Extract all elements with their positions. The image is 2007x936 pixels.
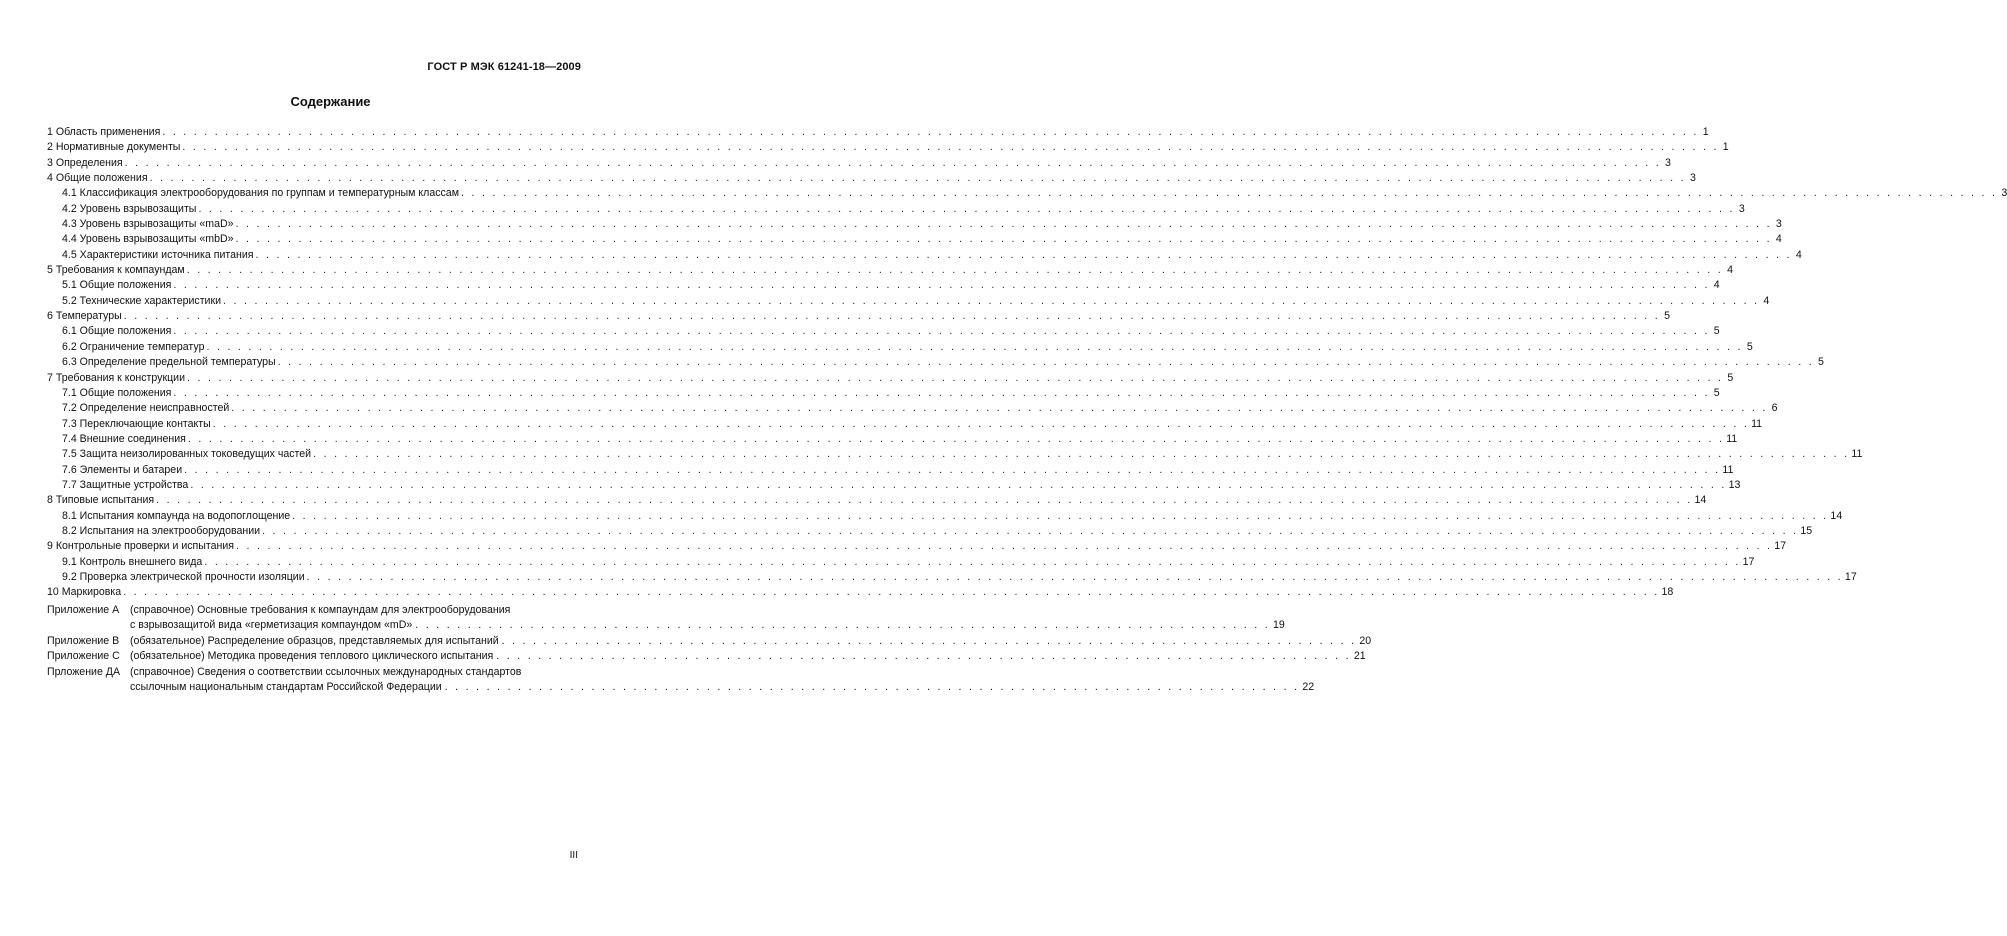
toc-appendix-entry[interactable] — [47, 665, 1315, 696]
toc-entry-title: 8 Типовые испытания — [47, 494, 155, 507]
toc-entry-title: 7.3 Переключающие контакты — [62, 417, 211, 430]
toc-entry-title: 7.1 Общие положения — [62, 386, 172, 399]
toc-entry-page: 3 — [1738, 202, 1745, 215]
toc-entry[interactable] — [47, 125, 1709, 140]
dot-leader — [182, 140, 1718, 155]
dot-leader — [204, 555, 1740, 570]
appendix-line-text: (обязательное) Распределение образцов, представляемых для испытаний — [130, 634, 499, 647]
toc-entry-title: 4.1 Классификация электрооборудования по группам и температурным классам — [62, 187, 459, 200]
dot-leader — [236, 232, 1772, 247]
appendix-label: Приложение В — [47, 634, 120, 647]
page-title: Содержание — [290, 94, 371, 109]
toc-entry[interactable] — [47, 248, 1802, 263]
toc-entry-page: 3 — [1689, 172, 1696, 185]
appendix-line — [130, 680, 1314, 696]
toc-entry-title: 6.2 Ограничение температур — [62, 340, 205, 353]
toc-entry[interactable] — [47, 478, 1741, 493]
dot-leader — [198, 202, 1734, 217]
toc-entry[interactable] — [47, 386, 1720, 401]
toc-appendices — [47, 603, 1372, 696]
toc-entry-title: 4 Общие положения — [47, 172, 148, 185]
toc-entry[interactable] — [47, 294, 1770, 309]
toc-entry[interactable] — [47, 447, 1863, 462]
dot-leader — [123, 585, 1659, 600]
toc-entry-title: 9.2 Проверка электрической прочности изоляции — [62, 570, 305, 583]
toc-entry-page: 1 — [1722, 141, 1729, 154]
toc-entry-title: 2 Нормативные документы — [47, 141, 181, 154]
toc-entry-title: 7.5 Защита неизолированных токоведущих частей — [62, 448, 312, 461]
dot-leader — [206, 340, 1742, 355]
toc-entry[interactable] — [47, 509, 1843, 524]
toc-entry-page: 4 — [1775, 233, 1782, 246]
toc-entry-page: 5 — [1664, 310, 1671, 323]
toc-entry[interactable] — [47, 232, 1782, 247]
dot-leader — [124, 309, 1660, 324]
toc-entry-title: 7.2 Определение неисправностей — [62, 402, 230, 415]
toc-entry[interactable] — [47, 340, 1753, 355]
dot-leader — [461, 186, 1997, 201]
toc-entry-page: 14 — [1830, 509, 1843, 522]
dot-leader — [256, 248, 1792, 263]
toc-entry-title: 7.7 Защитные устройства — [62, 478, 189, 491]
appendix-line — [130, 603, 1285, 619]
toc-entry-page: 11 — [1751, 417, 1763, 430]
toc-entry[interactable] — [47, 432, 1738, 447]
toc-entry-page: 14 — [1694, 494, 1707, 507]
toc-entry-page: 4 — [1713, 279, 1720, 292]
toc-entry-page: 5 — [1746, 340, 1753, 353]
appendix-line-text: (справочное) Сведения о соответствии ссылочных международных стандартов — [130, 665, 522, 678]
toc-entry[interactable] — [47, 156, 1671, 171]
toc-entry-page: 5 — [1818, 356, 1824, 369]
dot-leader — [307, 570, 1843, 585]
toc-entry[interactable] — [47, 401, 1778, 416]
appendix-line — [130, 618, 1285, 634]
appendix-page: 19 — [1272, 619, 1285, 632]
appendix-line — [130, 634, 1371, 650]
toc-entry-page: 3 — [1775, 218, 1782, 231]
toc-entry[interactable] — [47, 186, 2007, 201]
dot-leader — [313, 447, 1849, 462]
toc-entry[interactable] — [47, 263, 1733, 278]
toc-entry-page: 3 — [2001, 187, 2007, 200]
dot-leader — [173, 324, 1709, 339]
dot-leader — [262, 524, 1798, 539]
dot-leader — [236, 217, 1772, 232]
appendix-line — [130, 665, 1314, 681]
dot-leader — [292, 509, 1828, 524]
appendix-line-text: ссылочным национальным стандартам Российской Федерации — [130, 681, 442, 694]
toc-appendix-entry[interactable] — [47, 603, 1285, 634]
dot-leader — [223, 294, 1759, 309]
toc-entry-title: 8.2 Испытания на электрооборудовании — [62, 524, 261, 537]
toc-entry-page: 4 — [1795, 248, 1802, 261]
toc-entry[interactable] — [47, 463, 1734, 478]
toc-entry-title: 8.1 Испытания компаунда на водопоглощение — [62, 509, 291, 522]
toc-entry-page: 17 — [1844, 570, 1857, 583]
toc-entry-page: 11 — [1726, 432, 1738, 445]
appendix-description — [130, 649, 1366, 665]
appendix-description — [130, 634, 1371, 650]
toc-entry-title: 4.5 Характеристики источника питания — [62, 248, 254, 261]
dot-leader — [415, 618, 1270, 634]
dot-leader — [162, 125, 1698, 140]
toc-entry[interactable] — [47, 217, 1782, 232]
toc-entry-title: 5.1 Общие положения — [62, 279, 172, 292]
dot-leader — [445, 680, 1300, 696]
toc-entry[interactable] — [47, 371, 1734, 386]
appendix-page: 22 — [1302, 681, 1315, 694]
toc-entry-page: 11 — [1851, 448, 1863, 461]
appendix-label: Приложение А — [47, 603, 120, 616]
dot-leader — [231, 401, 1767, 416]
dot-leader — [173, 278, 1709, 293]
dot-leader — [236, 539, 1772, 554]
appendix-line-text: (обязательное) Методика проведения теплового циклического испытания — [130, 650, 494, 663]
toc-entry-page: 4 — [1763, 294, 1770, 307]
toc-entry-title: 7.6 Элементы и батареи — [62, 463, 183, 476]
toc-entry-page: 17 — [1742, 555, 1755, 568]
appendix-label: Прложение ДА — [47, 665, 121, 678]
toc-entry-page: 13 — [1728, 478, 1741, 491]
toc-entry[interactable] — [47, 278, 1720, 293]
toc-entry-page: 5 — [1727, 371, 1734, 384]
toc-entry-page: 1 — [1702, 126, 1709, 138]
toc-entry-page: 18 — [1661, 586, 1674, 599]
dot-leader — [190, 478, 1726, 493]
toc-entry-title: 7.4 Внешние соединения — [62, 432, 186, 445]
toc-entry-title: 1 Область применения — [47, 126, 161, 138]
toc-entry-page: 5 — [1713, 325, 1720, 338]
toc-entry[interactable] — [47, 417, 1763, 432]
dot-leader — [496, 649, 1351, 665]
toc-entry-title: 4.4 Уровень взрывозащиты «mbD» — [62, 233, 234, 246]
toc-entry-title: 5.2 Технические характеристики — [62, 294, 222, 307]
toc-entry[interactable] — [47, 493, 1707, 508]
toc-entry[interactable] — [47, 202, 1745, 217]
toc-entry-page: 17 — [1774, 540, 1787, 553]
toc-entry[interactable] — [47, 555, 1755, 570]
table-of-contents — [47, 125, 2007, 696]
dot-leader — [213, 417, 1749, 432]
toc-entry-title: 6.1 Общие положения — [62, 325, 172, 338]
toc-entry-page: 4 — [1727, 264, 1733, 277]
dot-leader — [156, 493, 1692, 508]
toc-entry-title: 6 Температуры — [47, 310, 122, 323]
appendix-line-text: (справочное) Основные требования к компаундам для электрооборудования — [130, 603, 511, 616]
toc-appendix-entry[interactable] — [47, 649, 1366, 665]
toc-entry[interactable] — [47, 324, 1720, 339]
toc-entry[interactable] — [47, 570, 1857, 585]
toc-entry-title: 4.2 Уровень взрывозащиты — [62, 202, 197, 215]
toc-entry-page: 3 — [1665, 156, 1671, 169]
toc-entry[interactable] — [47, 140, 1729, 155]
toc-entry-title: 3 Определения — [47, 156, 123, 169]
dot-leader — [187, 263, 1723, 278]
toc-entries — [47, 125, 2007, 601]
toc-entry[interactable] — [47, 539, 1787, 554]
appendix-description — [130, 603, 1285, 634]
toc-entry-title: 7 Требования к конструкции — [47, 371, 186, 384]
appendix-page: 20 — [1359, 634, 1372, 647]
appendix-description — [130, 665, 1314, 696]
document-code: ГОСТ Р МЭК 61241-18—2009 — [427, 61, 581, 73]
dot-leader — [125, 156, 1661, 171]
dot-leader — [502, 634, 1357, 650]
toc-entry-title: 4.3 Уровень взрывозащиты «maD» — [62, 218, 234, 231]
toc-entry[interactable] — [47, 524, 1813, 539]
toc-entry-title: 6.3 Определение предельной температуры — [62, 356, 276, 369]
dot-leader — [187, 371, 1723, 386]
appendix-line — [130, 649, 1366, 665]
toc-entry-title: 10 Маркировка — [47, 586, 122, 599]
toc-entry[interactable] — [47, 585, 1674, 600]
dot-leader — [184, 463, 1720, 478]
dot-leader — [150, 171, 1686, 186]
toc-entry[interactable] — [47, 171, 1696, 186]
appendix-line-text: с взрывозащитой вида «герметизация компаундом «mD» — [130, 619, 413, 632]
toc-entry-page: 5 — [1713, 386, 1720, 399]
dot-leader — [188, 432, 1724, 447]
page-number: III — [569, 850, 578, 861]
toc-entry-page: 6 — [1771, 402, 1778, 415]
appendix-page: 21 — [1353, 650, 1366, 663]
toc-entry-title: 5 Требования к компаундам — [47, 264, 185, 277]
toc-entry-title: 9 Контрольные проверки и испытания — [47, 540, 235, 553]
toc-entry-page: 15 — [1800, 524, 1813, 537]
toc-entry[interactable] — [47, 355, 1824, 370]
toc-appendix-entry[interactable] — [47, 634, 1372, 650]
toc-entry[interactable] — [47, 309, 1671, 324]
appendix-label: Приложение С — [47, 650, 120, 663]
toc-entry-page: 11 — [1722, 463, 1734, 476]
dot-leader — [173, 386, 1709, 401]
toc-entry-title: 9.1 Контроль внешнего вида — [62, 555, 203, 568]
dot-leader — [278, 355, 1814, 370]
